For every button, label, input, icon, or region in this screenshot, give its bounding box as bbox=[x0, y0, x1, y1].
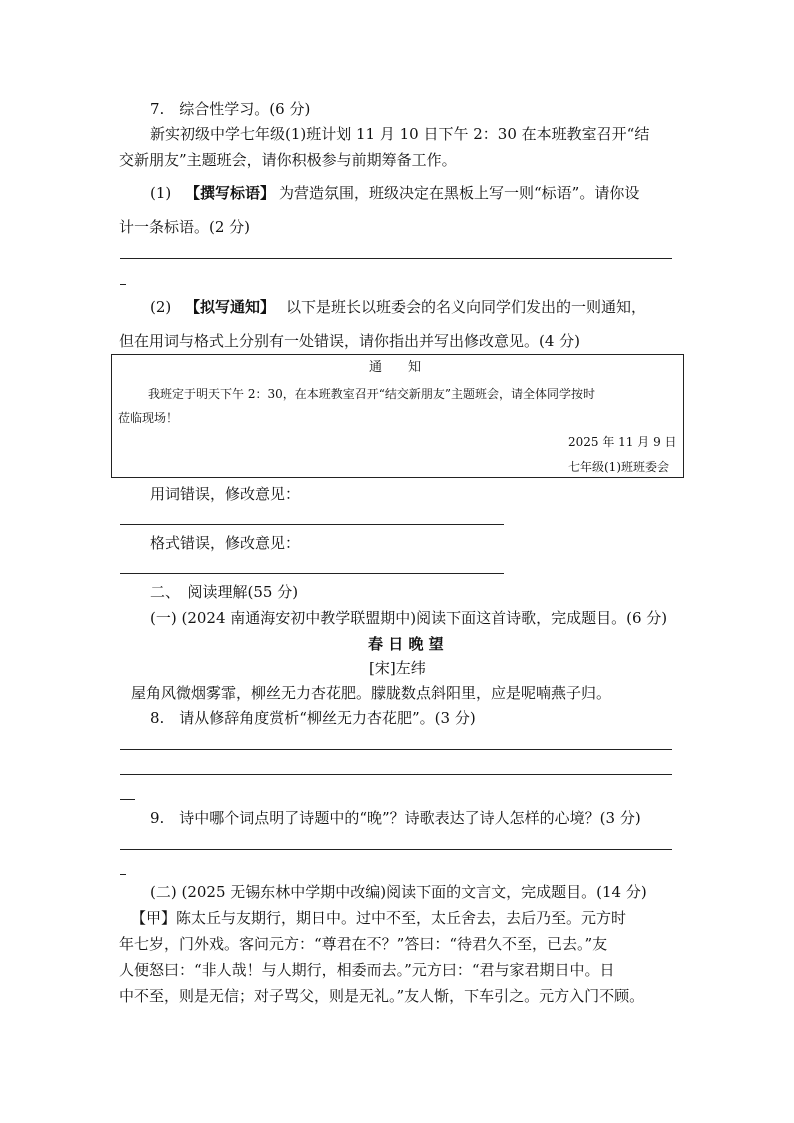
q7-sub2-text-line1: 以下是班长以班委会的名义向同学们发出的一则通知， bbox=[286, 298, 647, 316]
q7-sub2-text-line2: 但在用词与格式上分别有一处错误，请你指出并写出修改意见。(4 分) bbox=[119, 332, 581, 350]
q7-intro-line2: 交新朋友”主题班会，请你积极参与前期筹备工作。 bbox=[119, 151, 457, 169]
classical-text-line3: 人便怒曰：“非人哉！与人期行，相委而去。”元方曰：“君与家君期日中。日 bbox=[119, 961, 615, 979]
q7-sub1-number: (1) bbox=[150, 184, 172, 202]
q7-sub1-text-line2: 计一条标语。(2 分) bbox=[119, 218, 251, 236]
q7-sub2-tag: 【拟写通知】 bbox=[185, 298, 276, 316]
q7-sub2-number: (2) bbox=[150, 298, 172, 316]
poem-author: [宋]左纬 bbox=[369, 659, 426, 677]
notice-box bbox=[111, 354, 684, 478]
question-8: 8. 请从修辞角度赏析“柳丝无力杏花肥”。(3 分) bbox=[150, 709, 476, 727]
word-error-answer-line[interactable] bbox=[120, 524, 504, 525]
part2-heading: (二) (2025 无锡东林中学期中改编)阅读下面的文言文，完成题目。(14 分) bbox=[150, 883, 647, 901]
section2-heading: 二、 阅读理解(55 分) bbox=[150, 583, 299, 601]
notice-body-line1: 我班定于明天下午 2：30，在本班教室召开“结交新朋友”主题班会，请全体同学按时 bbox=[148, 387, 595, 401]
q7-sub1-tag: 【撰写标语】 bbox=[185, 184, 276, 202]
classical-text-line2: 年七岁，门外戏。客问元方：“尊君在不？”答曰：“待君久不至，已去。”友 bbox=[119, 935, 608, 953]
notice-body-line2: 莅临现场！ bbox=[118, 411, 179, 425]
q7-heading: 7. 综合性学习。(6 分) bbox=[150, 100, 311, 118]
q7-sub1-answer-line[interactable] bbox=[120, 258, 672, 259]
format-error-prompt: 格式错误，修改意见： bbox=[150, 534, 301, 552]
format-error-answer-line[interactable] bbox=[120, 573, 504, 574]
classical-text-line4: 中不至，则是无信；对子骂父，则是无礼。”友人惭，下车引之。元方入门不顾。 bbox=[119, 987, 645, 1005]
poem-title: 春 日 晚 望 bbox=[368, 635, 444, 653]
part1-heading: (一) (2024 南通海安初中教学联盟期中)阅读下面这首诗歌，完成题目。(6 分) bbox=[150, 609, 668, 627]
notice-signer: 七年级(1)班班委会 bbox=[568, 460, 669, 474]
answer-line-end-mark bbox=[120, 799, 135, 800]
notice-date: 2025 年 11 月 9 日 bbox=[568, 435, 677, 449]
q9-answer-line[interactable] bbox=[120, 849, 672, 850]
answer-line-end-mark bbox=[120, 284, 126, 285]
answer-line-end-mark bbox=[120, 874, 126, 875]
notice-title: 通 知 bbox=[369, 360, 422, 375]
question-9: 9. 诗中哪个词点明了诗题中的“晚”？诗歌表达了诗人怎样的心境？(3 分) bbox=[150, 809, 641, 827]
word-error-prompt: 用词错误，修改意见： bbox=[150, 485, 301, 503]
poem-text: 屋角风微烟雾霏，柳丝无力杏花肥。朦胧数点斜阳里，应是呢喃燕子归。 bbox=[131, 684, 612, 702]
q7-intro-line1: 新实初级中学七年级(1)班计划 11 月 10 日下午 2：30 在本班教室召开“结 bbox=[150, 125, 650, 143]
q7-sub1-text-line1: 为营造氛围，班级决定在黑板上写一则“标语”。请你设 bbox=[279, 184, 640, 202]
q8-answer-line-2[interactable] bbox=[120, 774, 672, 775]
q8-answer-line-1[interactable] bbox=[120, 749, 672, 750]
classical-text-line1: 【甲】陈太丘与友期行，期日中。过中不至，太丘舍去，去后乃至。元方时 bbox=[131, 909, 627, 927]
